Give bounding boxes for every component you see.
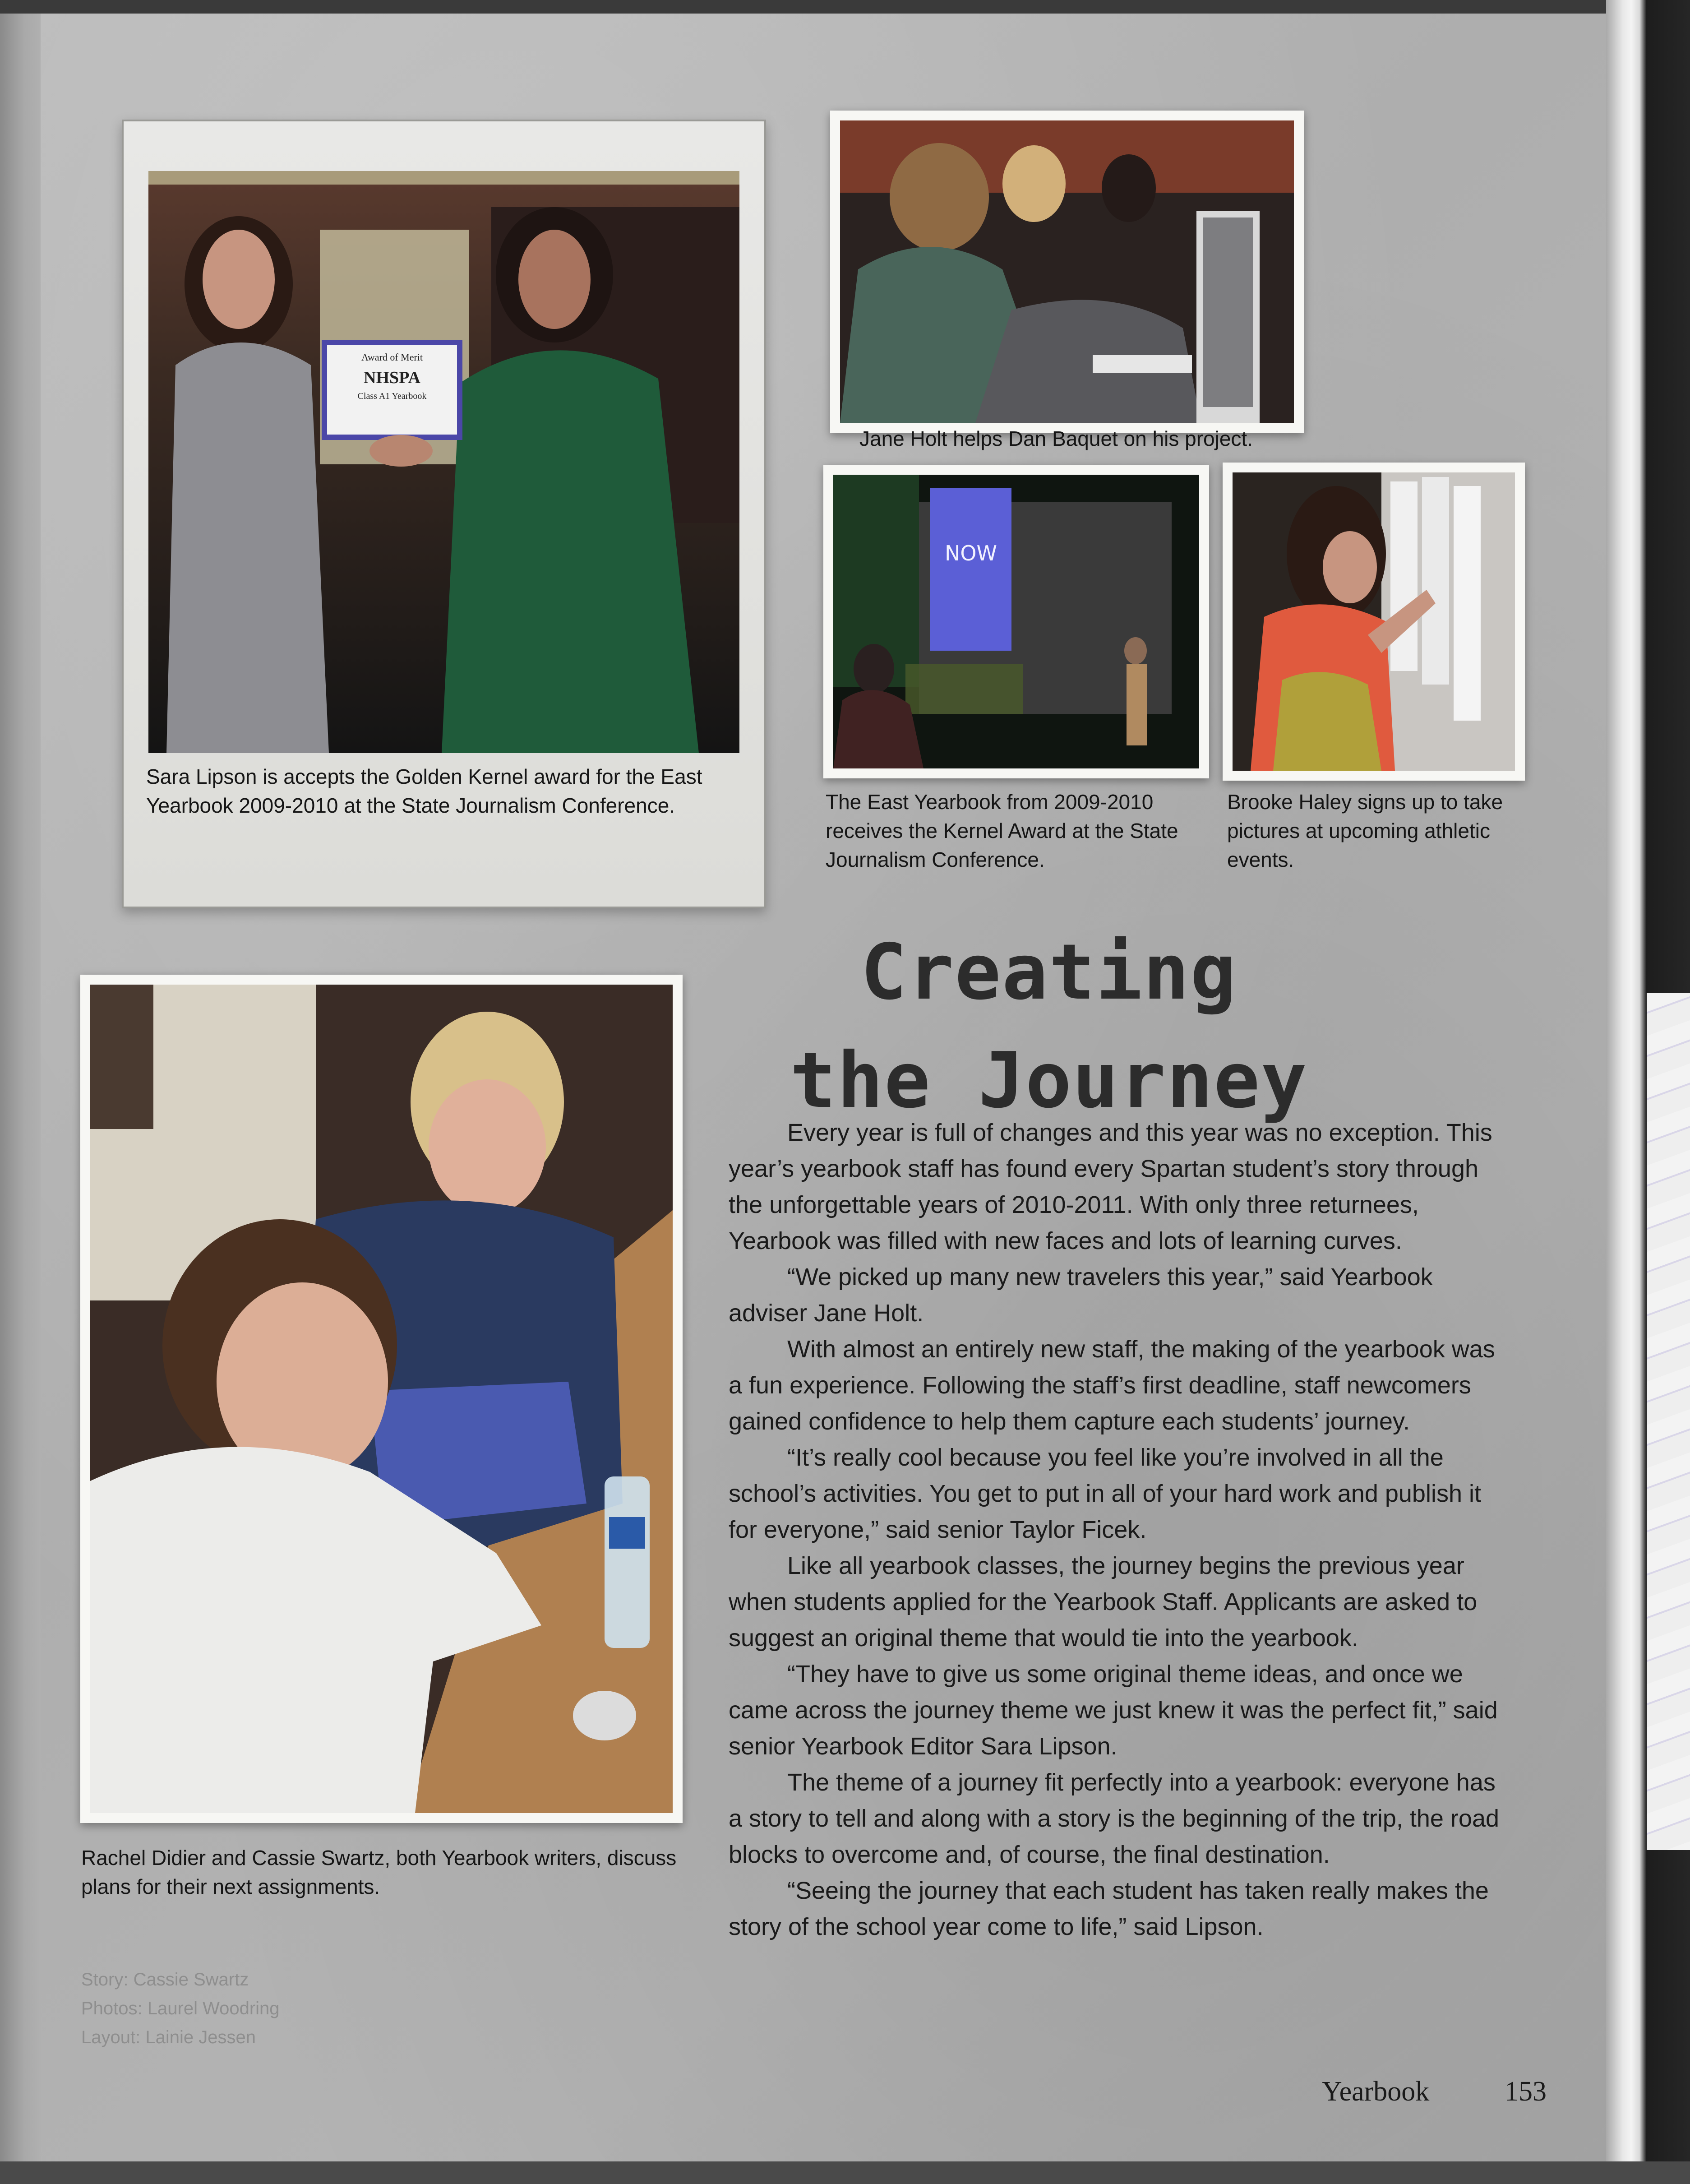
article-body <box>729 1115 1511 1945</box>
award-photo-frame <box>122 120 766 908</box>
article-paragraph: Every year is full of changes and this year was no exception. This year’s yearbook staff has found every Spartan student’s story through the unforgettable years of 2010-2011. With only three returnees, Yearbook was filled with new faces and lots of learning curves. <box>729 1119 1492 1254</box>
footer-section-label: Yearbook <box>1322 2076 1430 2107</box>
certificate-title: Award of Merit <box>361 352 423 363</box>
certificate-line: Class A1 Yearbook <box>357 391 427 401</box>
conference-photo <box>833 475 1199 768</box>
signup-photo-caption: Brooke Haley signs up to take pictures at upcoming athletic events. <box>1227 790 1503 871</box>
credit-photos: Photos: Laurel Woodring <box>81 1999 280 2018</box>
conference-photo-frame <box>823 465 1209 778</box>
computer-lab-photo <box>840 120 1294 423</box>
award-photo <box>148 171 739 753</box>
signup-photo <box>1233 472 1515 771</box>
article-paragraph: “It’s really cool because you feel like you’re involved in all the school’s activities. You get to put in all of your hard work and publish it for everyone,” said senior Taylor Ficek. <box>729 1444 1481 1543</box>
credit-story: Story: Cassie Swartz <box>81 1970 249 1990</box>
page-number: 153 <box>1505 2076 1547 2107</box>
screen-logo: NOW <box>944 541 997 565</box>
article-paragraph: Like all yearbook classes, the journey begins the previous year when students applied for the Yearbook Staff. Applicants are asked to suggest an original theme that would tie into the yearbook. <box>729 1552 1478 1652</box>
conference-photo-caption: The East Yearbook from 2009-2010 receives the Kernel Award at the State Journalism Conference. <box>826 790 1178 871</box>
headline-line-1: Creating <box>860 928 1237 1017</box>
article-paragraph: “They have to give us some original theme ideas, and once we came across the journey theme we just knew it was the perfect fit,” said senior Yearbook Editor Sara Lipson. <box>729 1661 1498 1760</box>
signup-photo-frame <box>1223 463 1525 781</box>
credit-layout: Layout: Lainie Jessen <box>81 2027 256 2047</box>
article-paragraph: The theme of a journey fit perfectly into a yearbook: everyone has a story to tell and along with a story is the beginning of the trip, the road blocks to overcome and, of course, the final destination. <box>729 1769 1500 1868</box>
ink-speckled-edge <box>1647 993 1690 1850</box>
article-headline <box>677 918 1421 1135</box>
page-bottom-edge <box>0 2161 1690 2184</box>
article-paragraph: “We picked up many new travelers this year,” said Yearbook adviser Jane Holt. <box>729 1263 1433 1327</box>
article-paragraph: With almost an entirely new staff, the making of the yearbook was a fun experience. Following the staff’s first deadline, staff newcomers gained confidence to help them capture each students’ journey. <box>729 1336 1495 1435</box>
award-photo-caption: Sara Lipson is accepts the Golden Kernel award for the East Yearbook 2009-2010 at the State Journalism Conference. <box>146 765 702 817</box>
page-gutter <box>0 0 41 2184</box>
page-credits <box>81 1965 280 2052</box>
writers-photo-caption: Rachel Didier and Cassie Swartz, both Yearbook writers, discuss plans for their next assignments. <box>81 1846 677 1898</box>
writers-photo-frame <box>80 975 683 1823</box>
headline-line-2: the Journey <box>790 1036 1308 1125</box>
computer-lab-photo-caption: Jane Holt helps Dan Baquet on his project. <box>859 427 1253 450</box>
certificate-org: NHSPA <box>364 368 420 387</box>
page-top-edge <box>0 0 1690 14</box>
computer-lab-photo-frame <box>830 111 1304 433</box>
article-paragraph: “Seeing the journey that each student has taken really makes the story of the school year come to life,” said Lipson. <box>729 1877 1489 1940</box>
writers-photo <box>90 985 673 1813</box>
